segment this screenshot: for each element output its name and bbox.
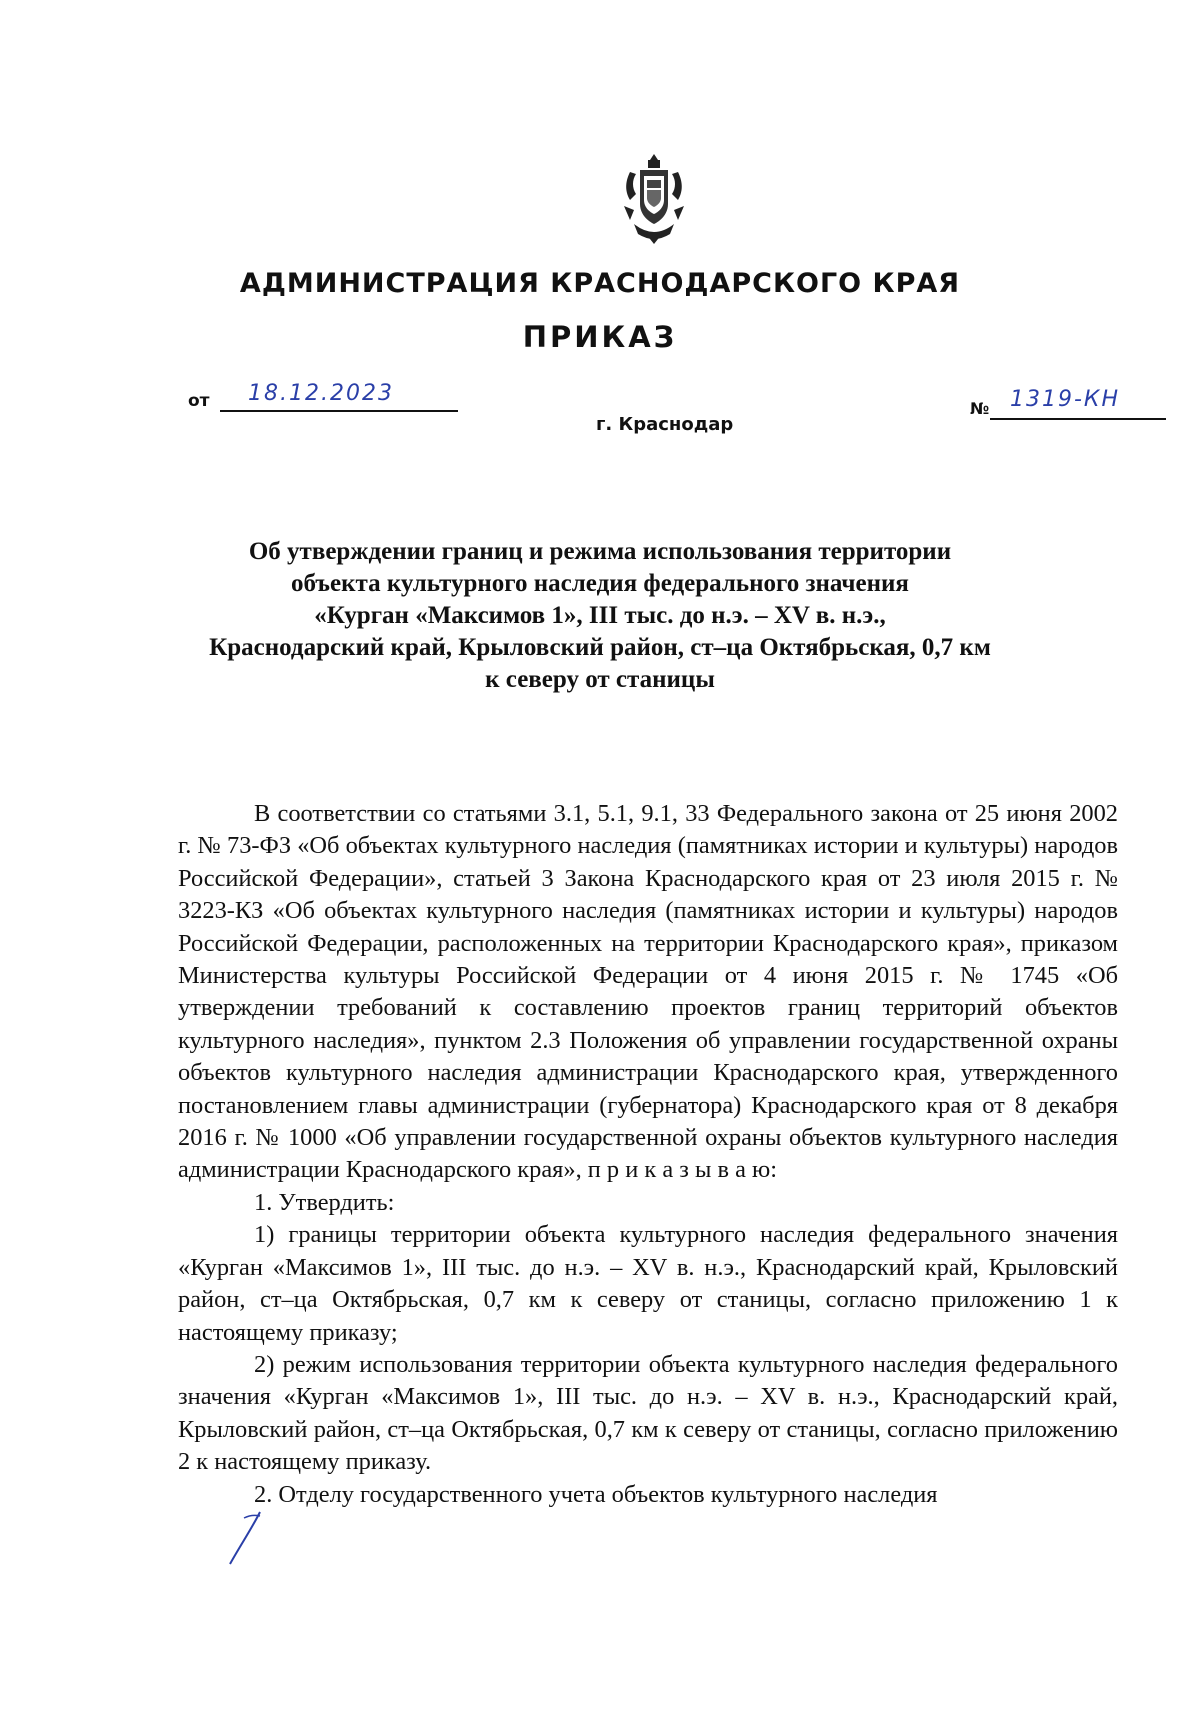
title-line: объекта культурного наследия федерального значения: [291, 570, 909, 597]
document-title: [150, 536, 1050, 696]
item-1: 1. Утвердить:: [254, 1188, 395, 1216]
number-value: 1319-КН: [1010, 387, 1121, 412]
organization-name: АДМИНИСТРАЦИЯ КРАСНОДАРСКОГО КРАЯ: [239, 268, 961, 299]
pen-mark-icon: [222, 1508, 272, 1568]
title-line: к северу от станицы: [485, 666, 715, 693]
coat-of-arms-icon: [616, 150, 692, 246]
item-2: 2. Отделу государственного учета объектов культурного наследия: [254, 1480, 938, 1508]
number-label: №: [970, 399, 990, 418]
document-type: ПРИКАЗ: [522, 320, 678, 354]
number-underline: [990, 418, 1166, 420]
preamble-paragraph: В соответствии со статьями 3.1, 5.1, 9.1, 33 Федерального закона от 25 июня 2002 г. № 73-ФЗ «Об объектах культурного наследия (памятниках истории и культуры) народов Российской Федерации», статьей 3 Закона Краснодарского края от 23 июля 2015 г. № 3223-КЗ «Об объектах культурного наследия (памятниках истории и культуры) народов Российской Федерации, расположенных на территории Краснодарского края», приказом Министерства культуры Российской Федерации от 4 июня 2015 г. № 1745 «Об утверждении требований к составлению проектов границ территорий объектов культурного наследия», пунктом 2.3 Положения об управлении государственной охраны объектов культурного наследия администрации Краснодарского края, утвержденного постановлением главы администрации (губернатора) Краснодарского края от 8 декабря 2016 г. № 1000 «Об управлении государственной охраны объектов культурного наследия администрации Краснодарского края», п р и к а з ы в а ю:: [178, 800, 1118, 1184]
document-body: [178, 798, 1118, 1511]
title-line: Об утверждении границ и режима использования территории: [248, 538, 952, 565]
item-1-2: 2) режим использования территории объекта культурного наследия федерального значения «Курган «Максимов 1», III тыс. до н.э. – XV в. н.э., Краснодарский край, Крыловский район, ст–ца Октябрьская, 0,7 км к северу от станицы, согласно приложению 2 к настоящему приказу.: [178, 1350, 1118, 1476]
item-1-1: 1) границы территории объекта культурного наследия федерального значения «Курган «Максимов 1», III тыс. до н.э. – XV в. н.э., Краснодарский край, Крыловский район, ст–ца Октябрьская, 0,7 км к северу от станицы, согласно приложению 1 к настоящему приказу;: [178, 1221, 1118, 1346]
date-label: от: [188, 391, 210, 411]
date-underline: [220, 410, 458, 412]
title-line: «Курган «Максимов 1», III тыс. до н.э. – XV в. н.э.,: [314, 602, 886, 629]
title-line: Краснодарский край, Крыловский район, ст–ца Октябрьская, 0,7 км: [209, 634, 991, 661]
date-value: 18.12.2023: [248, 381, 394, 406]
city: г. Краснодар: [596, 414, 734, 435]
